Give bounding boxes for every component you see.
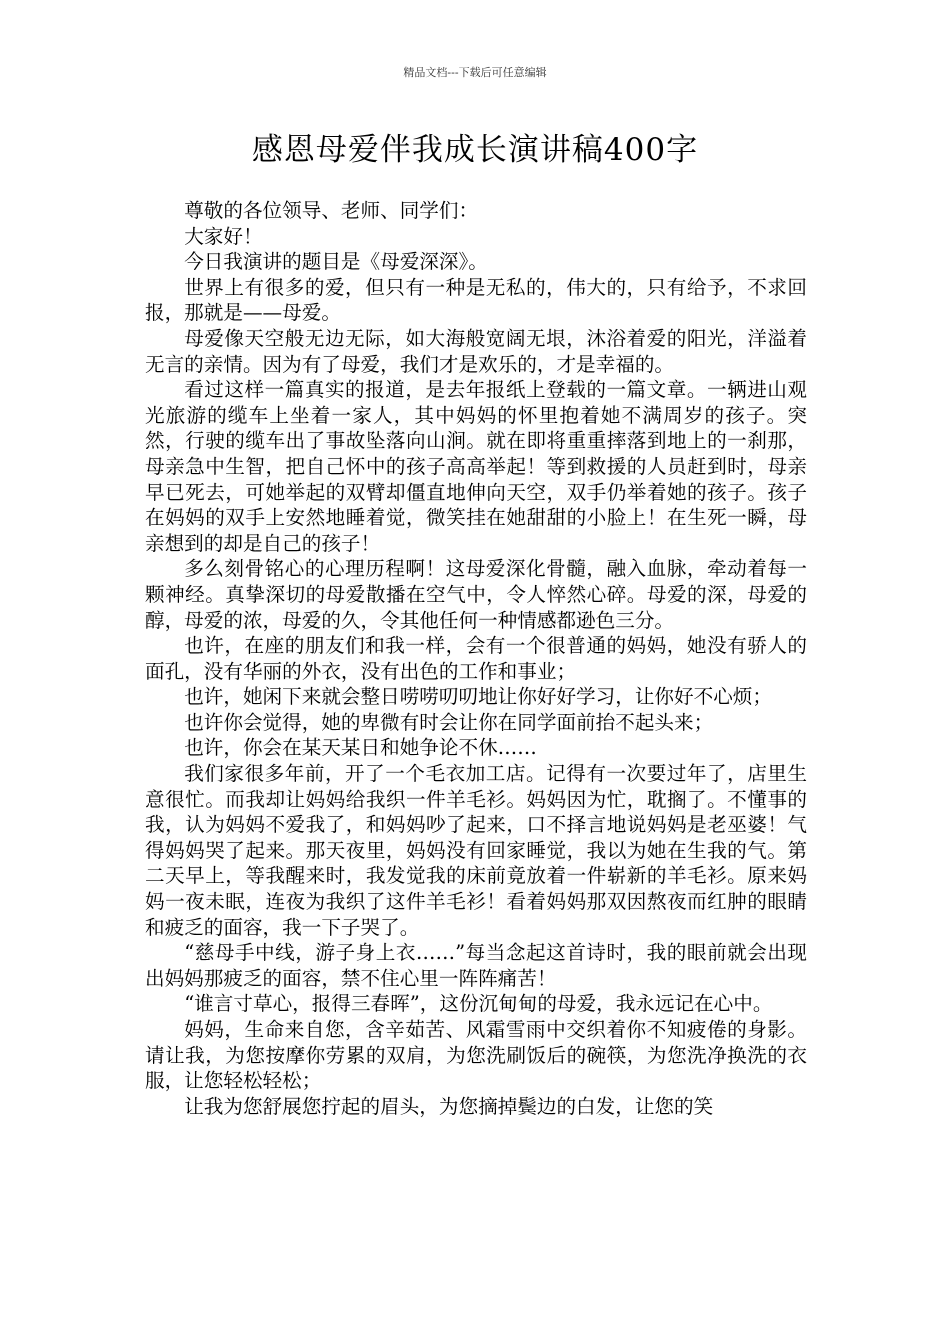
- paragraph: 大家好！: [184, 224, 263, 248]
- document-body: [145, 198, 807, 1119]
- header-note: 精品文档---下载后可任意编辑: [403, 66, 547, 79]
- paragraph: 世界上有很多的爱，但只有一种是无私的，伟大的，只有给予，不求回报，那就是——母爱。: [145, 275, 807, 325]
- paragraph: 让我为您舒展您拧起的眉头，为您摘掉鬓边的白发，让您的笑: [184, 1094, 714, 1118]
- paragraph: 也许，你会在某天某日和她争论不休……: [184, 736, 537, 760]
- paragraph: 母爱像天空般无边无际，如大海般宽阔无垠，沐浴着爱的阳光，洋溢着无言的亲情。因为有了母爱，我们才是欢乐的，才是幸福的。: [145, 326, 807, 376]
- paragraph: 我们家很多年前，开了一个毛衣加工店。记得有一次要过年了，店里生意很忙。而我却让妈妈给我织一件羊毛衫。妈妈因为忙，耽搁了。不懂事的我，认为妈妈不爱我了，和妈妈吵了起来，口不择言地说妈妈是老巫婆！气得妈妈哭了起来。那天夜里，妈妈没有回家睡觉，我以为她在生我的气。第二天早上，等我醒来时，我发觉我的床前竟放着一件崭新的羊毛衫。原来妈妈一夜未眠，连夜为我织了这件羊毛衫！看着妈妈那双因熬夜而红肿的眼睛和疲乏的面容，我一下子哭了。: [145, 762, 807, 939]
- paragraph: 今日我演讲的题目是《母爱深深》。: [184, 250, 488, 274]
- paragraph: “谁言寸草心，报得三春晖”，这份沉甸甸的母爱，我永远记在心中。: [184, 992, 773, 1016]
- paragraph: 也许，她闲下来就会整日唠唠叨叨地让你好好学习，让你好不心烦；: [184, 685, 772, 709]
- paragraph: 妈妈，生命来自您，含辛茹苦、风霜雪雨中交织着你不知疲倦的身影。请让我，为您按摩你劳累的双肩，为您洗刷饭后的碗筷，为您洗净换洗的衣服，让您轻松轻松；: [145, 1018, 807, 1093]
- paragraph: 尊敬的各位领导、老师、同学们：: [184, 199, 479, 222]
- page-title: 感恩母爱伴我成长演讲稿400字: [251, 132, 699, 168]
- paragraph: “慈母手中线，游子身上衣……”每当念起这首诗时，我的眼前就会出现出妈妈那疲乏的面容，禁不住心里一阵阵痛苦！: [145, 941, 807, 990]
- paragraph: 看过这样一篇真实的报道，是去年报纸上登载的一篇文章。一辆进山观光旅游的缆车上坐着一家人，其中妈妈的怀里抱着她不满周岁的孩子。突然，行驶的缆车出了事故坠落向山涧。就在即将重重摔落到地上的一刹那，母亲急中生智，把自己怀中的孩子高高举起！等到救援的人员赶到时，母亲早已死去，可她举起的双臂却僵直地伸向天空，双手仍举着她的孩子。孩子在妈妈的双手上安然地睡着觉，微笑挂在她甜甜的小脸上！在生死一瞬，母亲想到的却是自己的孩子！: [145, 378, 807, 555]
- paragraph: 也许你会觉得，她的卑微有时会让你在同学面前抬不起头来；: [184, 710, 714, 734]
- paragraph: 多么刻骨铭心的心理历程啊！这母爱深化骨髓，融入血脉，牵动着每一颗神经。真挚深切的母爱散播在空气中，令人悴然心碎。母爱的深，母爱的醇，母爱的浓，母爱的久，令其他任何一种情感都逊色三分。: [145, 557, 807, 632]
- paragraph: 也许，在座的朋友们和我一样，会有一个很普通的妈妈，她没有骄人的面孔，没有华丽的外衣，没有出色的工作和事业；: [145, 634, 807, 683]
